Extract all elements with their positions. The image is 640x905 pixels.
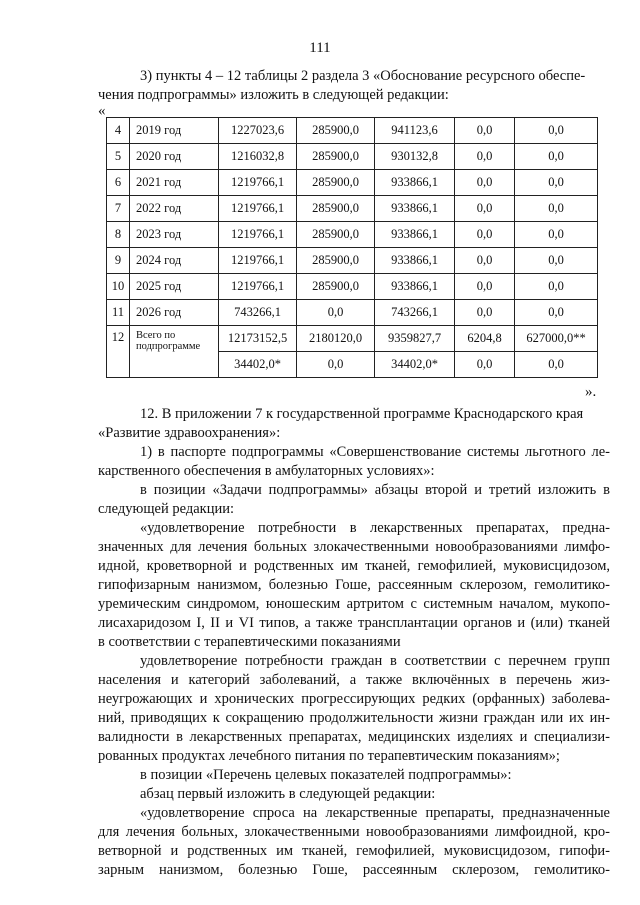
cell-col5: 627000,0** — [515, 326, 598, 352]
row-number: 9 — [107, 248, 130, 274]
cell-col3: 933866,1 — [375, 274, 455, 300]
total-label-line-2: подпрограмме — [136, 341, 201, 352]
cell-total: 1219766,1 — [219, 196, 297, 222]
table-row — [107, 248, 598, 274]
text-line: лисахаридозом I, II и VI типов, а также трансплантации органов и (или) тканей — [98, 615, 610, 631]
row-number: 5 — [107, 144, 130, 170]
table-row — [107, 144, 598, 170]
row-number: 7 — [107, 196, 130, 222]
text-line: 1) в паспорте подпрограммы «Совершенствование системы льготного ле- — [140, 444, 610, 460]
cell-col4: 0,0 — [455, 248, 515, 274]
cell-total: 1219766,1 — [219, 274, 297, 300]
text-line: «удовлетворение спроса на лекарственные препараты, предназначенные — [140, 805, 610, 821]
table-row — [107, 222, 598, 248]
cell-col3: 9359827,7 — [375, 326, 455, 352]
cell-col3: 941123,6 — [375, 118, 455, 144]
text-line: ветворной и родственных им тканей, гемофилией, муковисцидозом, гипофи- — [98, 843, 610, 859]
cell-total: 1227023,6 — [219, 118, 297, 144]
cell-col2: 0,0 — [297, 352, 375, 378]
cell-total: 1216032,8 — [219, 144, 297, 170]
cell-col5: 0,0 — [515, 118, 598, 144]
table-row — [107, 118, 598, 144]
cell-col4: 0,0 — [455, 274, 515, 300]
cell-total: 12173152,5 — [219, 326, 297, 352]
cell-col2: 285900,0 — [297, 170, 375, 196]
text-line: значенных для лечения больных злокачественными новообразованиями лимфо- — [98, 539, 610, 555]
text-line: валидности в лекарственных препаратах, медицинских изделиях и специализи- — [98, 729, 610, 745]
cell-col2: 285900,0 — [297, 144, 375, 170]
text-line: 12. В приложении 7 к государственной программе Краснодарского края — [140, 406, 584, 422]
resource-table — [106, 117, 598, 378]
text-line: населения и категорий заболеваний, а также включённых в перечень жиз- — [98, 672, 610, 688]
cell-col4: 0,0 — [455, 300, 515, 326]
cell-col3: 743266,1 — [375, 300, 455, 326]
text-line: уремическим синдромом, юношеским артритом с системным началом, мукопо- — [98, 596, 610, 612]
row-number: 10 — [107, 274, 130, 300]
table-total-row — [107, 326, 598, 352]
text-line: гипофизарным нанизмом, болезнью Гоше, рассеянным склерозом, гемолитико- — [98, 577, 610, 593]
cell-col3: 933866,1 — [375, 196, 455, 222]
row-year: 2023 год — [130, 222, 219, 248]
row-year: 2021 год — [130, 170, 219, 196]
row-year: 2024 год — [130, 248, 219, 274]
text-line: в позиции «Перечень целевых показателей подпрограммы»: — [140, 767, 512, 783]
cell-col2: 285900,0 — [297, 196, 375, 222]
cell-col5: 0,0 — [515, 352, 598, 378]
cell-col2: 285900,0 — [297, 248, 375, 274]
text-line: следующей редакции: — [98, 501, 235, 517]
row-year: 2026 год — [130, 300, 219, 326]
row-year: 2019 год — [130, 118, 219, 144]
total-label-line-1: Всего по — [136, 330, 176, 341]
text-line: карственного обеспечения в амбулаторных условиях»: — [98, 463, 435, 479]
table-row — [107, 300, 598, 326]
cell-col2: 0,0 — [297, 300, 375, 326]
cell-col4: 0,0 — [455, 118, 515, 144]
cell-col3: 34402,0* — [375, 352, 455, 378]
opening-quote: « — [98, 103, 106, 119]
cell-col2: 285900,0 — [297, 274, 375, 300]
table-row — [107, 170, 598, 196]
text-line: абзац первый изложить в следующей редакции: — [140, 786, 436, 802]
row-number: 6 — [107, 170, 130, 196]
cell-col4: 6204,8 — [455, 326, 515, 352]
cell-col5: 0,0 — [515, 222, 598, 248]
intro-line-2: чения подпрограммы» изложить в следующей редакции: — [98, 87, 449, 103]
intro-line-1: 3) пункты 4 – 12 таблицы 2 раздела 3 «Обоснование ресурсного обеспе- — [140, 68, 586, 84]
total-label — [130, 326, 219, 378]
cell-col5: 0,0 — [515, 144, 598, 170]
text-line: «Развитие здравоохранения»: — [98, 425, 281, 441]
text-line: в позиции «Задачи подпрограммы» абзацы второй и третий изложить в — [140, 482, 610, 498]
text-line: «удовлетворение потребности в лекарственных препаратах, предна- — [140, 520, 610, 536]
cell-col4: 0,0 — [455, 170, 515, 196]
cell-col4: 0,0 — [455, 352, 515, 378]
text-line: идной, кроветворной и родственных им тканей, гемофилией, муковисцидозом, — [98, 558, 610, 574]
cell-total: 1219766,1 — [219, 248, 297, 274]
row-year: 2020 год — [130, 144, 219, 170]
cell-col4: 0,0 — [455, 196, 515, 222]
text-line: ний, приводящих к сокращению продолжительности жизни граждан или их ин- — [98, 710, 610, 726]
page-number: 111 — [309, 40, 331, 56]
cell-col4: 0,0 — [455, 144, 515, 170]
row-number: 8 — [107, 222, 130, 248]
cell-col3: 933866,1 — [375, 170, 455, 196]
cell-col3: 930132,8 — [375, 144, 455, 170]
text-line: зарным нанизмом, болезнью Гоше, рассеянным склерозом, гемолитико- — [98, 862, 610, 878]
text-line: для лечения больных, злокачественными новообразованиями лимфоидной, кро- — [98, 824, 610, 840]
row-number: 11 — [107, 300, 130, 326]
text-line: в соответствии с терапевтическими показаниями — [98, 634, 401, 650]
cell-col3: 933866,1 — [375, 248, 455, 274]
closing-quote: ». — [585, 384, 597, 400]
cell-col5: 0,0 — [515, 300, 598, 326]
text-line: неугрожающих и хронических прогрессирующих редких (орфанных) заболева- — [98, 691, 610, 707]
cell-total: 1219766,1 — [219, 170, 297, 196]
table-row — [107, 196, 598, 222]
row-number: 4 — [107, 118, 130, 144]
row-number: 12 — [107, 326, 130, 378]
cell-total: 1219766,1 — [219, 222, 297, 248]
cell-col3: 933866,1 — [375, 222, 455, 248]
cell-col2: 285900,0 — [297, 118, 375, 144]
cell-col5: 0,0 — [515, 196, 598, 222]
text-line: рованных продуктах лечебного питания по терапевтическим показаниям»; — [98, 748, 560, 764]
cell-col2: 2180120,0 — [297, 326, 375, 352]
row-year: 2022 год — [130, 196, 219, 222]
text-line: удовлетворение потребности граждан в соответствии с перечнем групп — [140, 653, 610, 669]
cell-total: 743266,1 — [219, 300, 297, 326]
cell-col4: 0,0 — [455, 222, 515, 248]
cell-total: 34402,0* — [219, 352, 297, 378]
table-row — [107, 274, 598, 300]
row-year: 2025 год — [130, 274, 219, 300]
cell-col5: 0,0 — [515, 274, 598, 300]
cell-col5: 0,0 — [515, 170, 598, 196]
cell-col5: 0,0 — [515, 248, 598, 274]
cell-col2: 285900,0 — [297, 222, 375, 248]
